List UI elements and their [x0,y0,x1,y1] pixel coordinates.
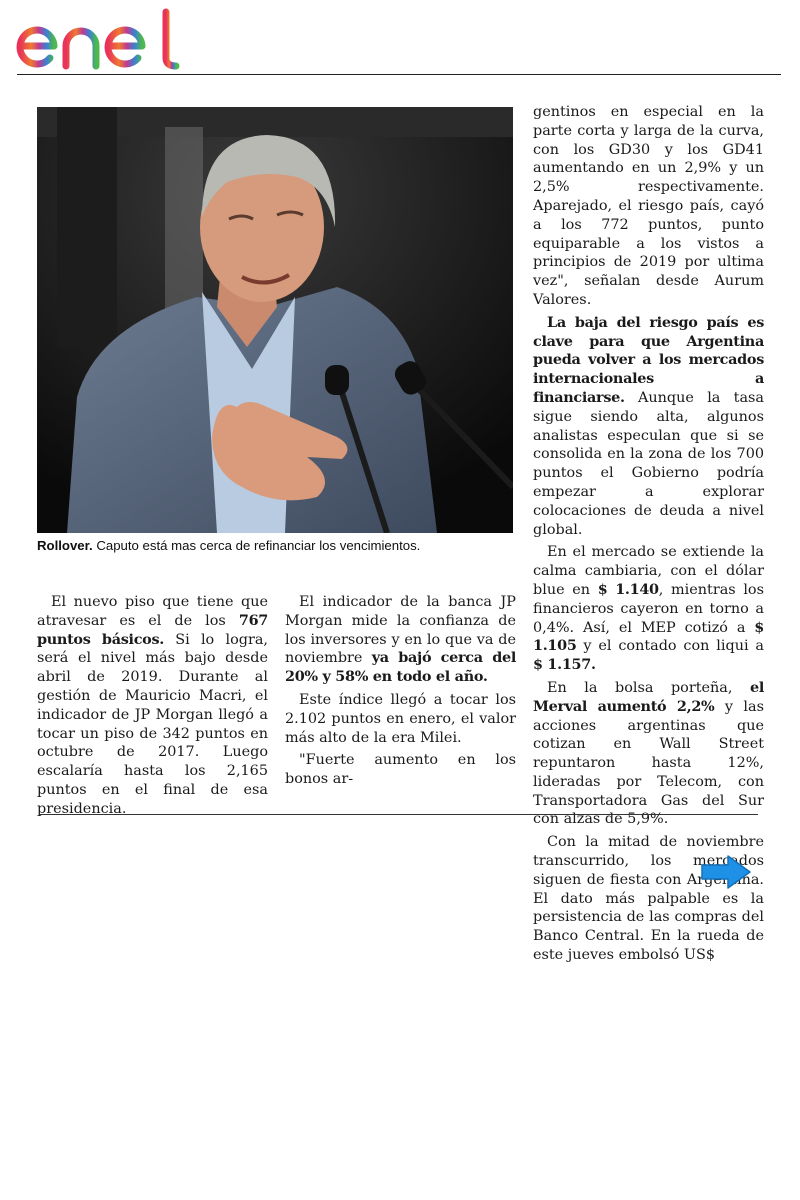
header-rule [17,74,781,75]
article-photo [37,107,513,533]
paragraph: "Fuerte aumento en los bonos ar- [285,752,516,788]
bold-run: $ 1.157. [533,656,596,674]
text-run: y las acciones argentinas que cotizan en Wall Street repuntaron hasta 12%, lideradas por Telecom, con Transportadora Gas del Sur con alzas de 5,9%. [533,698,764,828]
text-run: El nuevo piso que tiene que atravesar es el de los [37,594,268,629]
paragraph: Con la mitad de noviembre transcurrido, los mercados siguen de fiesta con Argentina. El dato más palpable es la persistencia de las compras del Banco Central. En la rueda de este jueves embolsó US$ [533,834,764,964]
article-column-2 [285,593,516,789]
bold-run: $ 1.105 [533,618,764,655]
enel-logo [16,6,186,70]
article-column-3 [533,103,764,965]
photo-caption [37,538,517,553]
text-run: El indicador de la banca JP Morgan mide la confianza de los inversores y en lo que va de noviembre [285,594,516,667]
paragraph [533,679,764,829]
paragraph: Este índice llegó a tocar los 2.102 puntos en enero, el valor más alto de la era Milei. [285,691,516,746]
bold-run: La baja del riesgo país es clave para que Argentina pueda volver a los mercados internacionales a financiarse. [533,313,764,406]
caption-lead: Rollover. [37,538,93,553]
text-run: En el mercado se extiende la calma cambiaria, con el dólar blue en [533,544,764,598]
text-run: , mientras los financieros cayeron en torno a 0,4%. Así, el MEP cotizó a [533,581,764,636]
caption-text: Caputo está mas cerca de refinanciar los vencimientos. [92,538,421,553]
bold-run: el Merval aumentó 2,2% [533,678,764,715]
paragraph: gentinos en especial en la parte corta y larga de la curva, con los GD30 y los GD41 aumentando en un 2,9% y un 2,5% respectivamente. Aparejado, el riesgo país, cayó a los 772 puntos, punto equiparable a los vistos a principios de 2019 por ultima vez", señalan desde Aurum Valores. [533,104,764,308]
bold-run: 767 puntos básicos. [37,611,268,648]
bold-run: ya bajó cerca del 20% y 58% en todo el año. [285,649,516,686]
paragraph [285,593,516,687]
bold-run: $ 1.140 [597,580,659,598]
article-column-1 [37,593,268,819]
arrow-right-icon[interactable] [700,854,752,890]
bottom-rule [40,814,758,815]
text-run: y el contado con liqui a [576,638,764,655]
paragraph [533,314,764,540]
text-run: Si lo logra, será el nivel más bajo desde abril de 2019. Durante al gestión de Mauricio Macri, el indicador de JP Morgan llegó a tocar un piso de 342 puntos en octubre de 2017. Luego escalaría hasta los 2,165 puntos en el final de esa presidencia. [37,631,268,817]
paragraph [533,543,764,675]
text-run: En la bolsa porteña, [547,679,750,696]
paragraph [37,593,268,819]
text-run: Aunque la tasa sigue siendo alta, algunos analistas especulan que si se consolida en la zona de los 700 puntos el Gobierno podría empezar a explorar colocaciones de deuda a nivel global. [533,389,764,538]
